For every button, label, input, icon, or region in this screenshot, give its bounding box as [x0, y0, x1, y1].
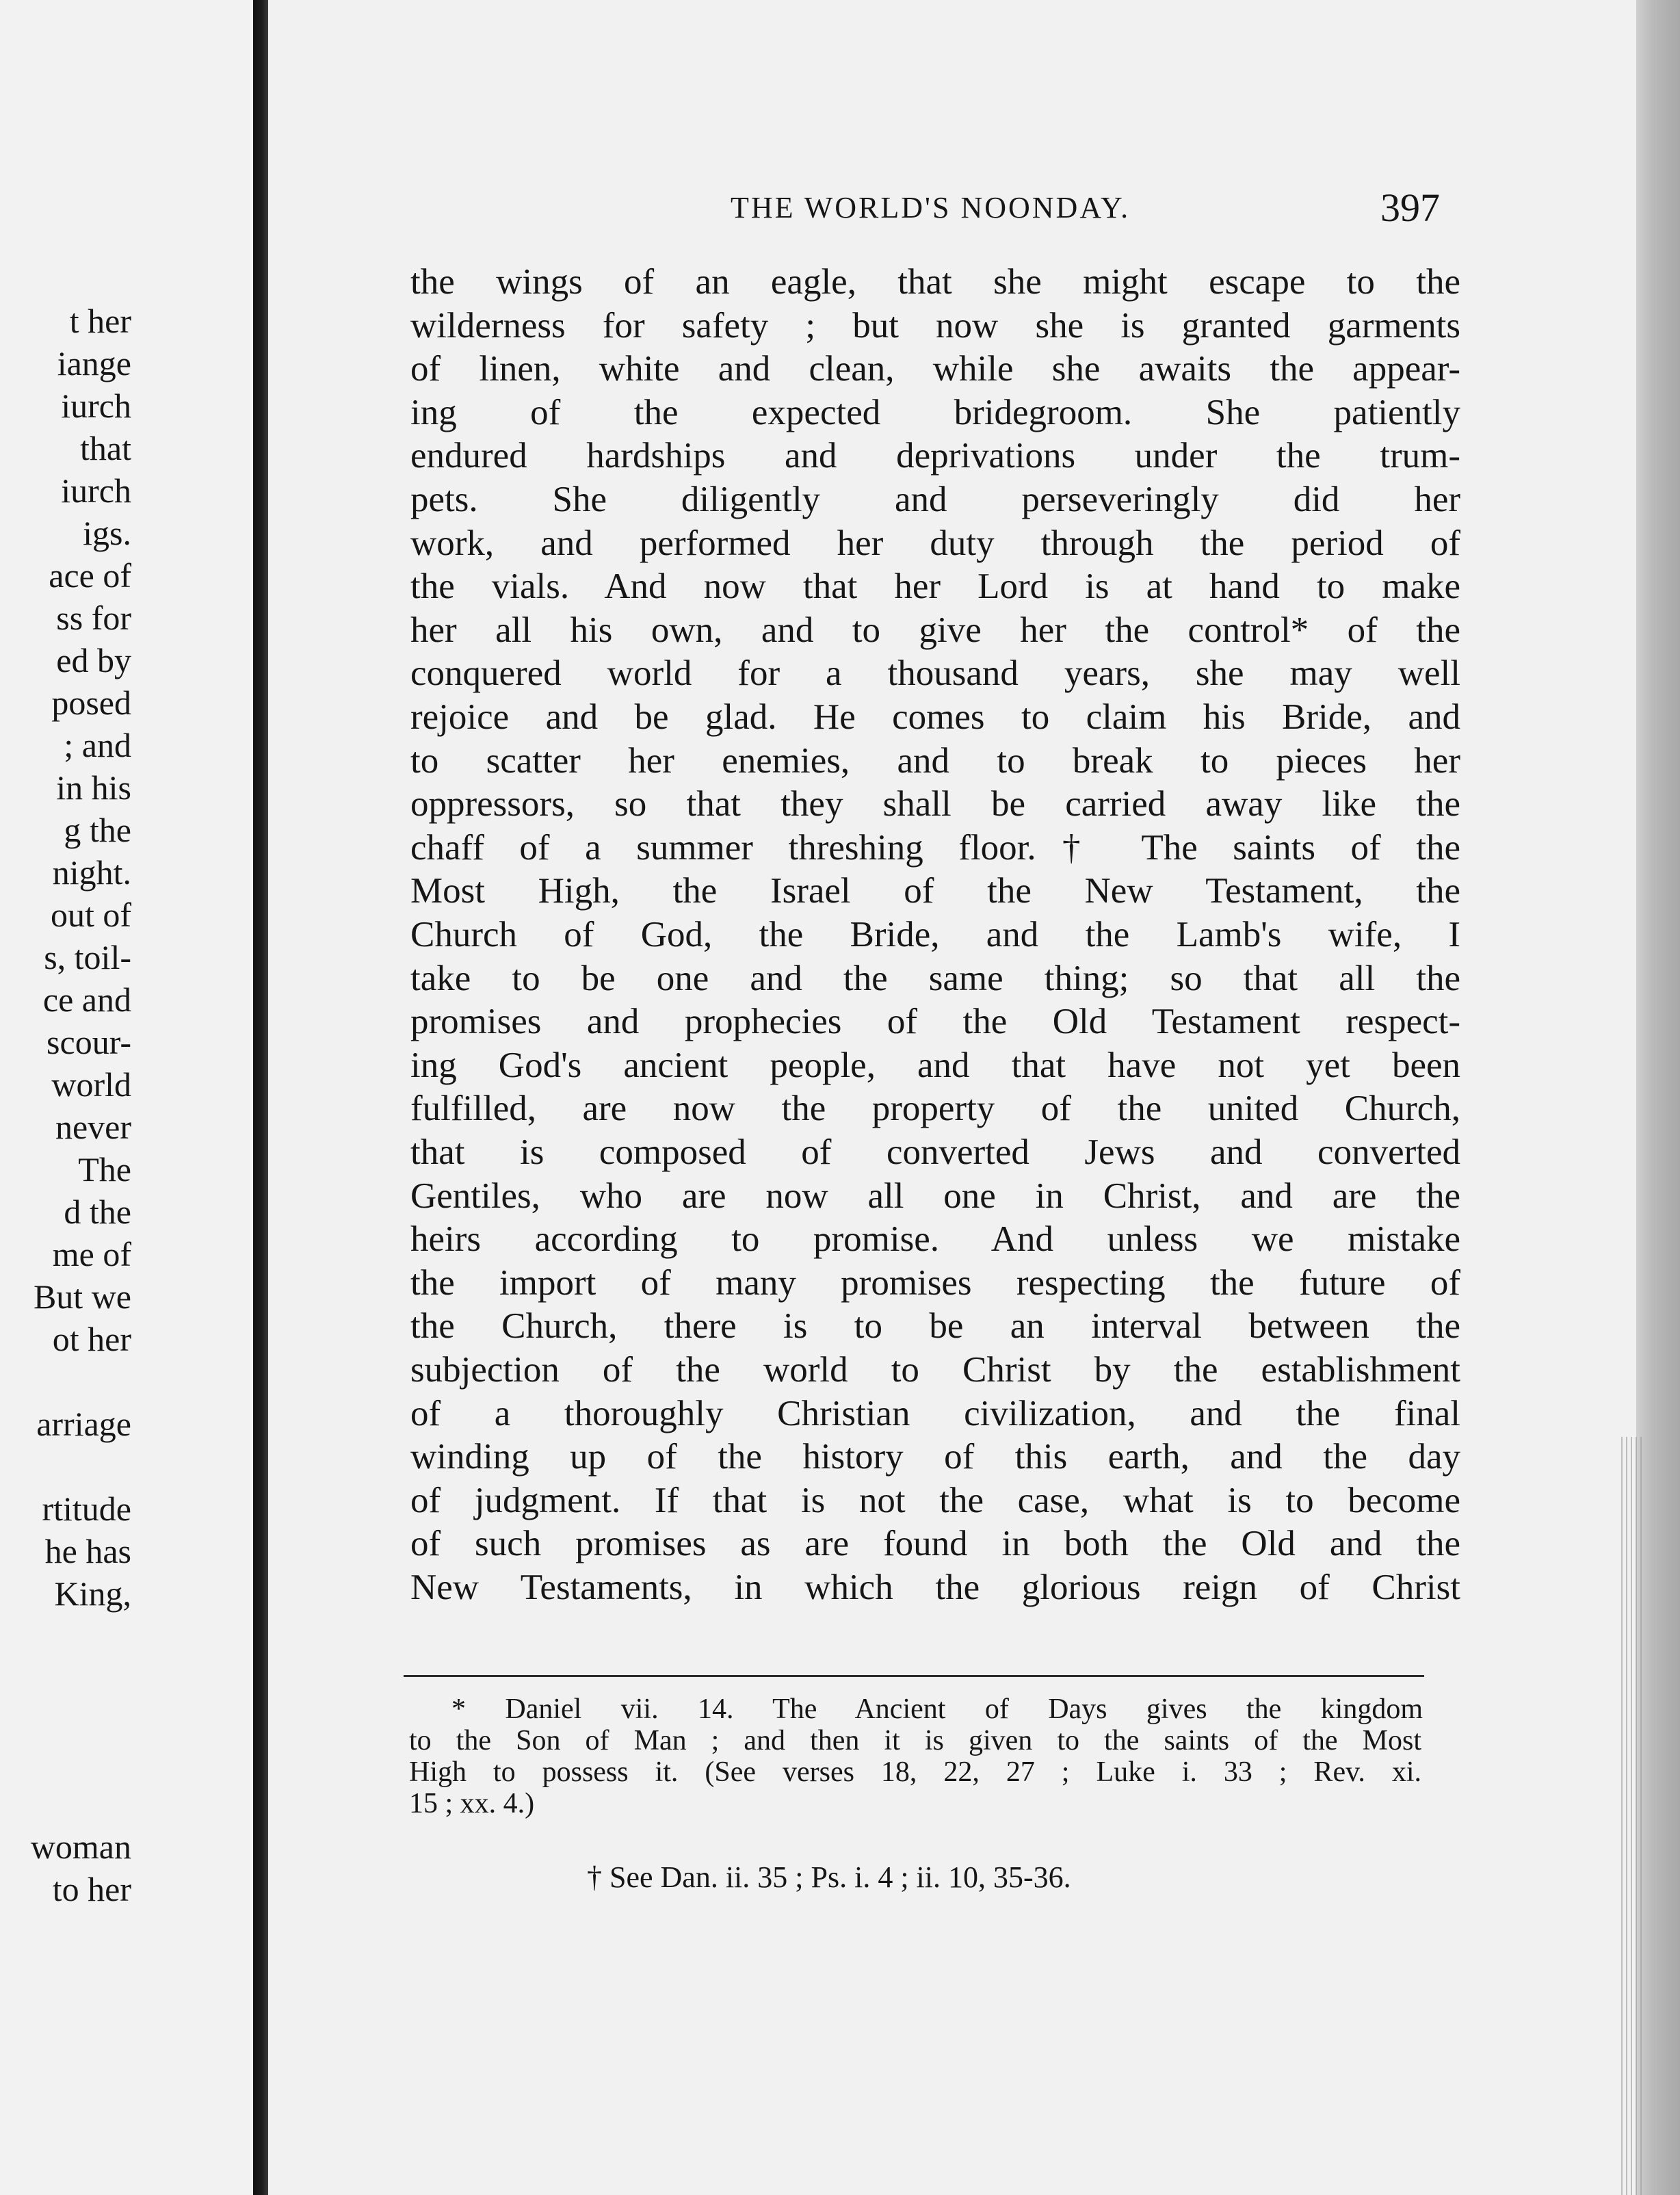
body-line: the Church, there is to be an interval between the [410, 1306, 1460, 1346]
left-page-line: night. [52, 853, 131, 892]
body-line: conquered world for a thousand years, she may well [410, 653, 1460, 693]
left-page-line: world [51, 1065, 131, 1104]
body-line: endured hardships and deprivations under the trum- [410, 436, 1460, 476]
left-page-line: to her [52, 1870, 131, 1908]
body-line: wilderness for safety ; but now she is granted garments [410, 306, 1460, 346]
footnote-line: High to possess it. (See verses 18, 22, 27 ; Luke i. 33 ; Rev. xi. [409, 1756, 1421, 1788]
body-line: take to be one and the same thing; so that all the [410, 959, 1460, 998]
body-line: the wings of an eagle, that she might escape to the [410, 262, 1460, 302]
left-page-line: posed [51, 684, 131, 722]
body-line: Church of God, the Bride, and the Lamb's wife, I [410, 915, 1460, 954]
body-line: promises and prophecies of the Old Testament respect- [410, 1002, 1460, 1041]
left-page-line: arriage [36, 1405, 131, 1443]
page-edge [1636, 0, 1680, 2195]
page-number: 397 [1380, 185, 1440, 230]
left-page-line: ace of [49, 556, 131, 595]
left-page-line: me of [52, 1235, 131, 1273]
left-page-line: ed by [56, 641, 131, 679]
body-line: oppressors, so that they shall be carried away like the [410, 784, 1460, 824]
left-page-line: in his [56, 768, 131, 807]
body-line: winding up of the history of this earth, and the day [410, 1437, 1460, 1477]
body-line: that is composed of converted Jews and converted [410, 1132, 1460, 1172]
body-line: pets. She diligently and perseveringly did her [410, 480, 1460, 519]
left-page-line: ss for [56, 599, 131, 637]
body-line: rejoice and be glad. He comes to claim his Bride, and [410, 697, 1460, 737]
body-line: Gentiles, who are now all one in Christ, and are the [410, 1176, 1460, 1216]
left-page-line: iurch [61, 387, 131, 425]
body-line: the import of many promises respecting the future of [410, 1263, 1460, 1303]
left-page-line: King, [54, 1574, 131, 1613]
left-page-line: woman [30, 1828, 131, 1866]
body-line: of a thoroughly Christian civilization, and the final [410, 1394, 1460, 1433]
body-line: Most High, the Israel of the New Testament, the [410, 871, 1460, 911]
left-page-line: But we [33, 1277, 131, 1316]
footnote-line: to the Son of Man ; and then it is given to the saints of the Most [409, 1725, 1421, 1756]
body-line: ing God's ancient people, and that have not yet been [410, 1045, 1460, 1085]
left-page-line: that [80, 429, 131, 467]
left-page-line: he has [44, 1532, 131, 1570]
left-page-line: out of [50, 896, 131, 934]
body-line: her all his own, and to give her the control* of the [410, 610, 1460, 650]
left-page-line: ot her [52, 1320, 131, 1358]
body-line: ing of the expected bridegroom. She patiently [410, 393, 1460, 432]
left-page-line: The [78, 1150, 131, 1189]
left-page-line: rtitude [42, 1490, 131, 1528]
body-line: the vials. And now that her Lord is at hand to make [410, 567, 1460, 606]
left-page-line: scour- [47, 1023, 131, 1061]
left-page-line: iange [57, 344, 131, 382]
body-line: of such promises as are found in both the Old and the [410, 1524, 1460, 1563]
left-page-line: iurch [61, 471, 131, 510]
footnote-rule [404, 1675, 1424, 1677]
left-page-line: g the [64, 811, 131, 849]
body-line: heirs according to promise. And unless we mistake [410, 1219, 1460, 1259]
body-line: to scatter her enemies, and to break to pieces her [410, 741, 1460, 781]
body-line: of linen, white and clean, while she awaits the appear- [410, 349, 1460, 389]
body-line: of judgment. If that is not the case, what is to become [410, 1481, 1460, 1520]
left-page-line: ce and [42, 980, 131, 1019]
left-page-line: s, toil- [44, 938, 131, 976]
left-page-fragment [0, 0, 253, 2195]
body-line: New Testaments, in which the glorious reign of Christ [410, 1568, 1460, 1607]
body-line: fulfilled, are now the property of the united Church, [410, 1089, 1460, 1128]
book-gutter [253, 0, 268, 2195]
left-page-line: t her [69, 302, 131, 340]
left-page-line: d the [64, 1193, 131, 1231]
running-head: THE WORLD'S NOONDAY. [731, 191, 1131, 224]
footnote-2: † See Dan. ii. 35 ; Ps. i. 4 ; ii. 10, 35-36. [587, 1860, 1071, 1894]
left-page-line: never [55, 1108, 131, 1146]
footnote-line: * Daniel vii. 14. The Ancient of Days gives the kingdom [451, 1693, 1423, 1725]
footnote-line: 15 ; xx. 4.) [409, 1788, 535, 1819]
left-page-line: igs. [83, 514, 131, 552]
page-edge-lines [1621, 1437, 1642, 2195]
body-line: chaff of a summer threshing floor.† The saints of the [410, 828, 1460, 868]
body-line: subjection of the world to Christ by the establishment [410, 1350, 1460, 1390]
body-line: work, and performed her duty through the period of [410, 523, 1460, 563]
left-page-line: ; and [64, 726, 131, 764]
